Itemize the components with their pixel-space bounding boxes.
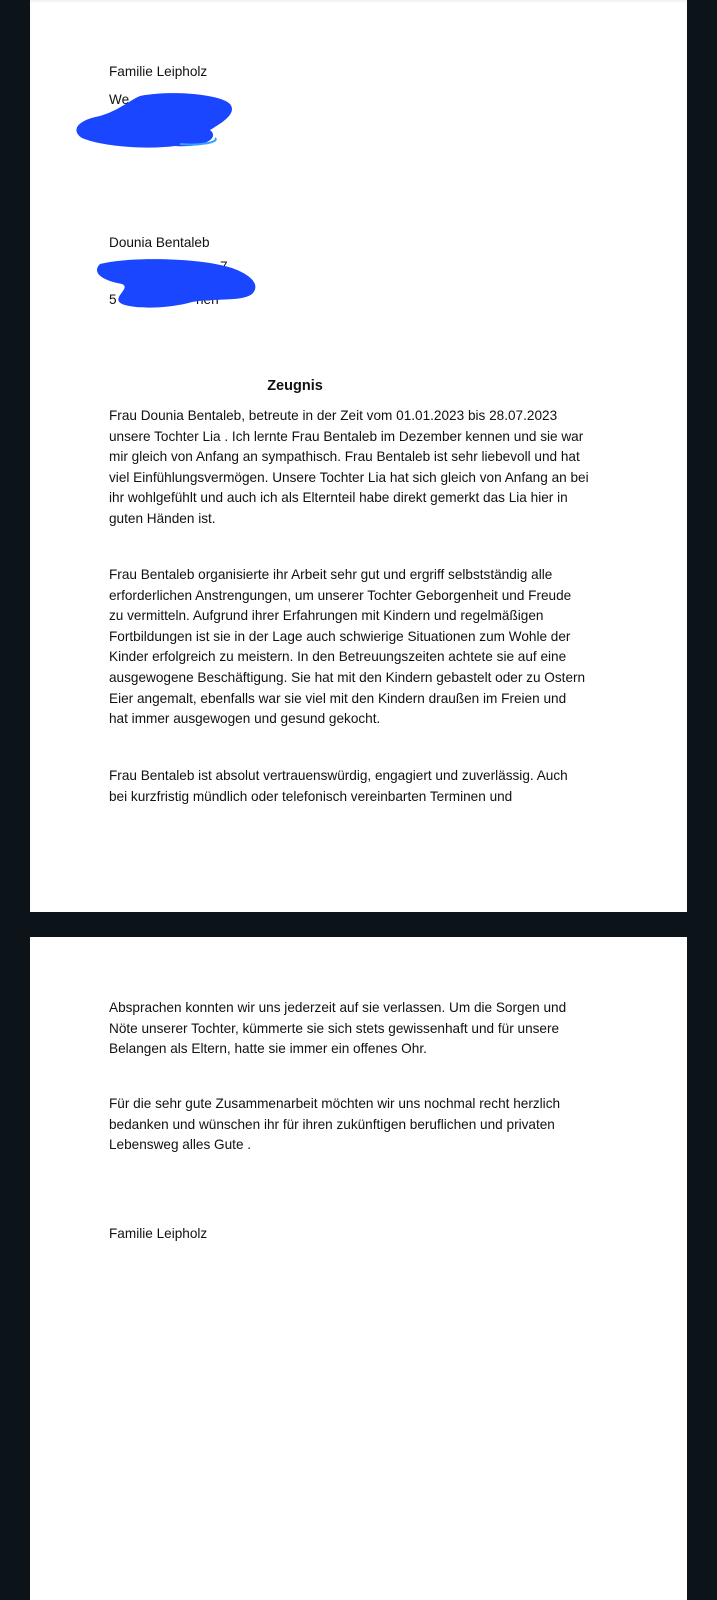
sender-name: Familie Leipholz: [109, 64, 208, 79]
redaction-scribble-recipient-address: [92, 254, 262, 314]
paragraph-intro: Frau Dounia Bentaleb, betreute in der Zeit vom 01.01.2023 bis 28.07.2023 unsere Tochter Lia . Ich lernte Frau Bentaleb im Dezember kennen und sie war mir gleich von Anfang an sympathisch. Frau Bentaleb ist sehr liebevoll und hat viel Einfühlungsvermögen. Unsere Tochter Lia hat sich gleich von Anfang an bei ihr wohlgefühlt und auch ich als Elternteil habe direkt gemerkt das Lia hier in guten Händen ist.: [109, 408, 589, 526]
recipient-name: Dounia Bentaleb: [109, 235, 210, 250]
document-page-1: [30, 0, 687, 912]
recipient-city-fragment-start: 5: [109, 292, 117, 307]
paragraph-work: Frau Bentaleb organisierte ihr Arbeit sehr gut und ergriff selbstständig alle erforderlichen Anstrengungen, um unserer Tochter Geborgenheit und Freude zu vermitteln. Aufgrund ihrer Erfahrungen mit Kindern und regelmäßigen Fortbildungen ist sie in der Lage auch schwierige Situationen zum Wohle der Kinder erfolgreich zu meistern. In den Betreuungszeiten achtete sie auf eine ausgewogene Beschäftigung. Sie hat mit den Kindern gebastelt oder zu Ostern Eier angemalt, ebenfalls war sie viel mit den Kindern draußen im Freien und hat immer ausgewogen und gesund gekocht.: [109, 567, 586, 727]
document-page-2: [30, 937, 687, 1600]
paragraph-reliability: Frau Bentaleb ist absolut vertrauenswürdig, engagiert und zuverlässig. Auch bei kurzfristig mündlich oder telefonisch vereinbarten Terminen und: [109, 768, 568, 804]
sender-address-fragment: We: [109, 92, 130, 107]
redaction-scribble-sender-address: [70, 86, 240, 156]
document-title: Zeugnis: [267, 378, 323, 394]
paragraph-continuation: Absprachen konnten wir uns jederzeit auf sie verlassen. Um die Sorgen und Nöte unserer Tochter, kümmerte sie sich stets gewissenhaft und für unsere Belangen als Eltern, hatte sie immer ein offenes Ohr.: [109, 1000, 567, 1057]
signature-name: Familie Leipholz: [109, 1226, 208, 1241]
paragraph-thanks: Für die sehr gute Zusammenarbeit möchten wir uns nochmal recht herzlich bedanken und wünschen ihr für ihren zukünftigen beruflichen und privaten Lebensweg alles Gute .: [109, 1096, 561, 1153]
